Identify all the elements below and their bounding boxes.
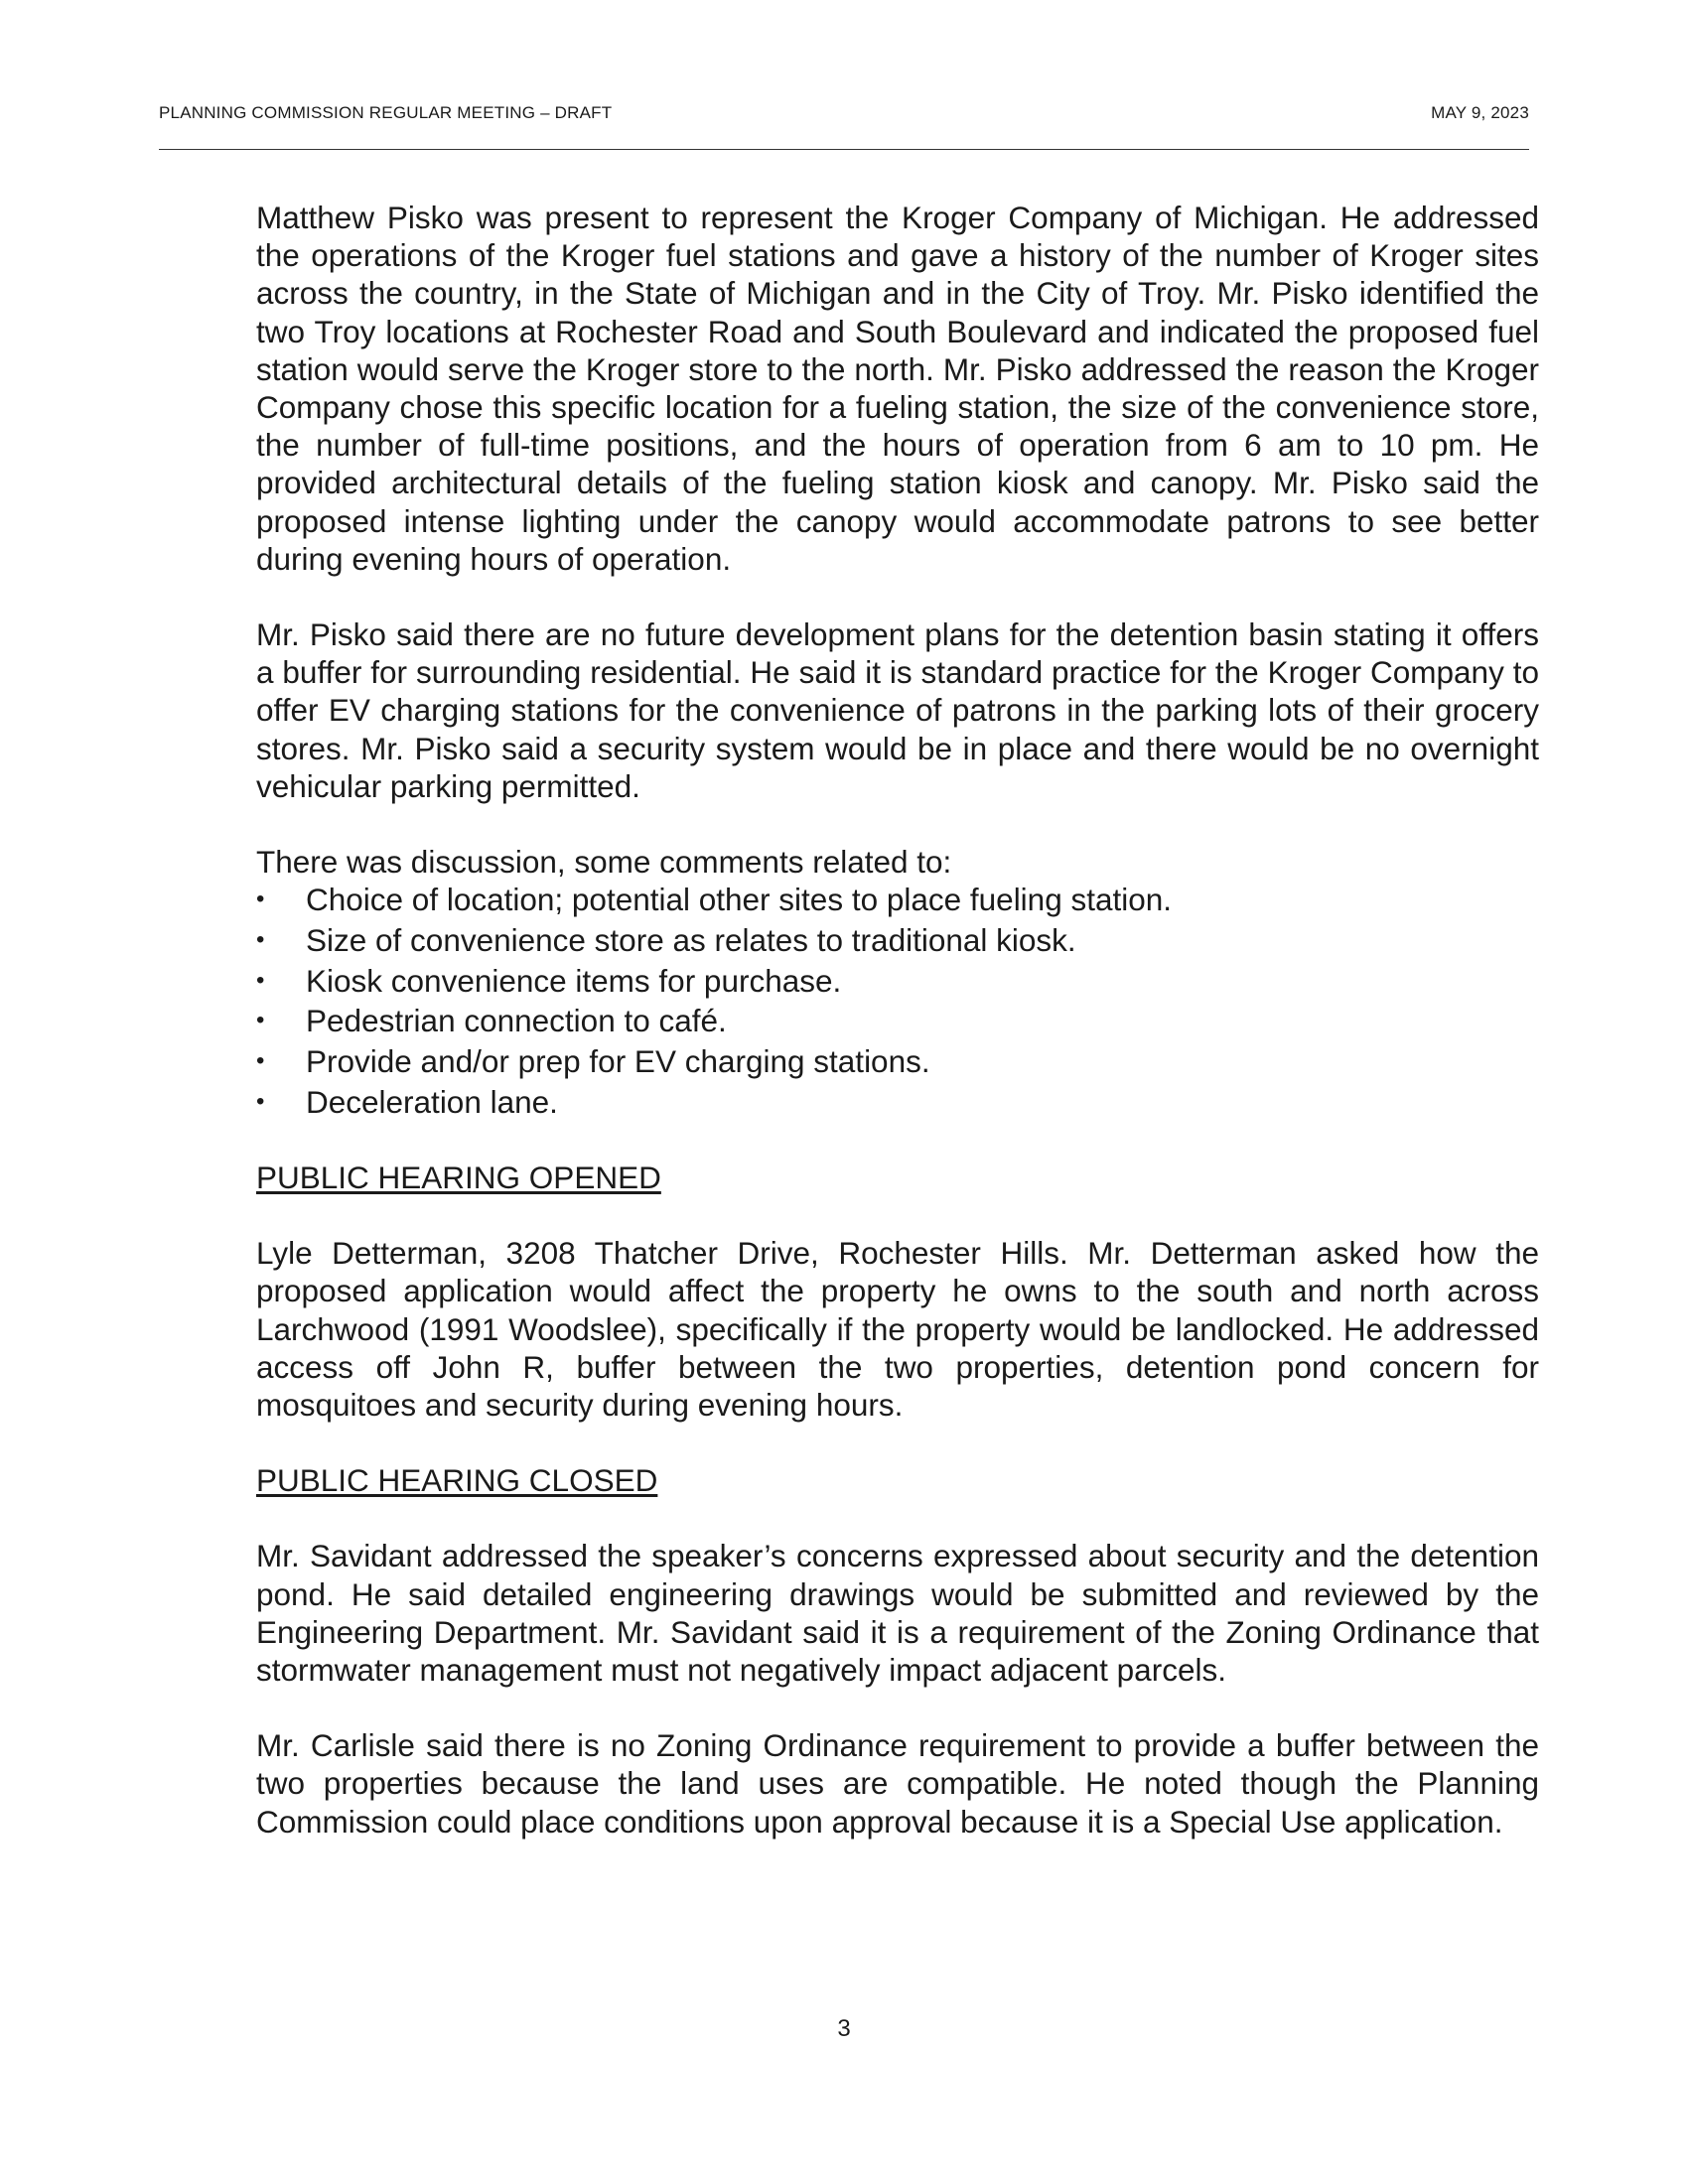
list-item-text: Deceleration lane. (306, 1083, 558, 1120)
page-header (159, 103, 1529, 150)
paragraph-kroger-presentation: Matthew Pisko was present to represent the Kroger Company of Michigan. He addressed the operations of the Kroger fuel stations and gave a history of the number of Kroger sites across the country, in the State of Michigan and in the City of Troy. Mr. Pisko identified the two Troy locations at Rochester Road and South Boulevard and indicated the proposed fuel station would serve the Kroger store to the north. Mr. Pisko addressed the reason the Kroger Company chose this specific location for a fueling station, the size of the convenience store, the number of full-time positions, and the hours of operation from 6 am to 10 pm. He provided architectural details of the fueling station kiosk and canopy. Mr. Pisko said the proposed intense lighting under the canopy would accommodate patrons to see better during evening hours of operation. (256, 200, 1539, 577)
bullet-icon: • (256, 966, 265, 994)
list-item (256, 1002, 1539, 1039)
list-item-text: Pedestrian connection to café. (306, 1003, 727, 1039)
list-item-text: Provide and/or prep for EV charging stations. (306, 1043, 930, 1080)
bullet-icon: • (256, 886, 265, 913)
list-item (256, 881, 1539, 918)
list-item-text: Choice of location; potential other sites to place fueling station. (306, 882, 1173, 918)
list-item-text: Size of convenience store as relates to traditional kiosk. (306, 921, 1076, 958)
paragraph-carlisle-response: Mr. Carlisle said there is no Zoning Ordinance requirement to provide a buffer between the two properties because the land uses are compatible. He noted though the Planning Commission could place conditions upon approval because it is a Special Use application. (256, 1727, 1539, 1840)
list-item-text: Kiosk convenience items for purchase. (306, 962, 842, 999)
bullet-icon: • (256, 1047, 265, 1075)
list-item (256, 962, 1539, 1000)
paragraph-discussion-intro: There was discussion, some comments related to: (256, 844, 952, 881)
heading-public-hearing-opened: PUBLIC HEARING OPENED (256, 1159, 661, 1195)
paragraph-savidant-response: Mr. Savidant addressed the speaker’s concerns expressed about security and the detention pond. He said detailed engineering drawings would be submitted and reviewed by the Engineering Department. Mr. Savidant said it is a requirement of the Zoning Ordinance that stormwater management must not negatively impact adjacent parcels. (256, 1538, 1539, 1688)
list-item (256, 921, 1539, 959)
paragraph-detention-basin: Mr. Pisko said there are no future development plans for the detention basin stating it offers a buffer for surrounding residential. He said it is standard practice for the Kroger Company to offer EV charging stations for the convenience of patrons in the parking lots of their grocery stores. Mr. Pisko said a security system would be in place and there would be no overnight vehicular parking permitted. (256, 616, 1539, 804)
discussion-list (256, 881, 1539, 1121)
bullet-icon: • (256, 1087, 265, 1115)
list-item (256, 1042, 1539, 1080)
header-date: MAY 9, 2023 (1431, 103, 1529, 122)
bullet-icon: • (256, 1007, 265, 1034)
paragraph-detterman-comment: Lyle Detterman, 3208 Thatcher Drive, Rochester Hills. Mr. Detterman asked how the proposed application would affect the property he owns to the south and north across Larchwood (1991 Woodslee), specifically if the property would be landlocked. He addressed access off John R, buffer between the two properties, detention pond concern for mosquitoes and security during evening hours. (256, 1235, 1539, 1423)
page-number: 3 (837, 2015, 851, 2042)
header-meeting-title: PLANNING COMMISSION REGULAR MEETING – DRAFT (159, 103, 613, 122)
list-item (256, 1083, 1539, 1121)
heading-public-hearing-closed: PUBLIC HEARING CLOSED (256, 1462, 658, 1499)
bullet-icon: • (256, 925, 265, 953)
document-body (256, 199, 1539, 1878)
